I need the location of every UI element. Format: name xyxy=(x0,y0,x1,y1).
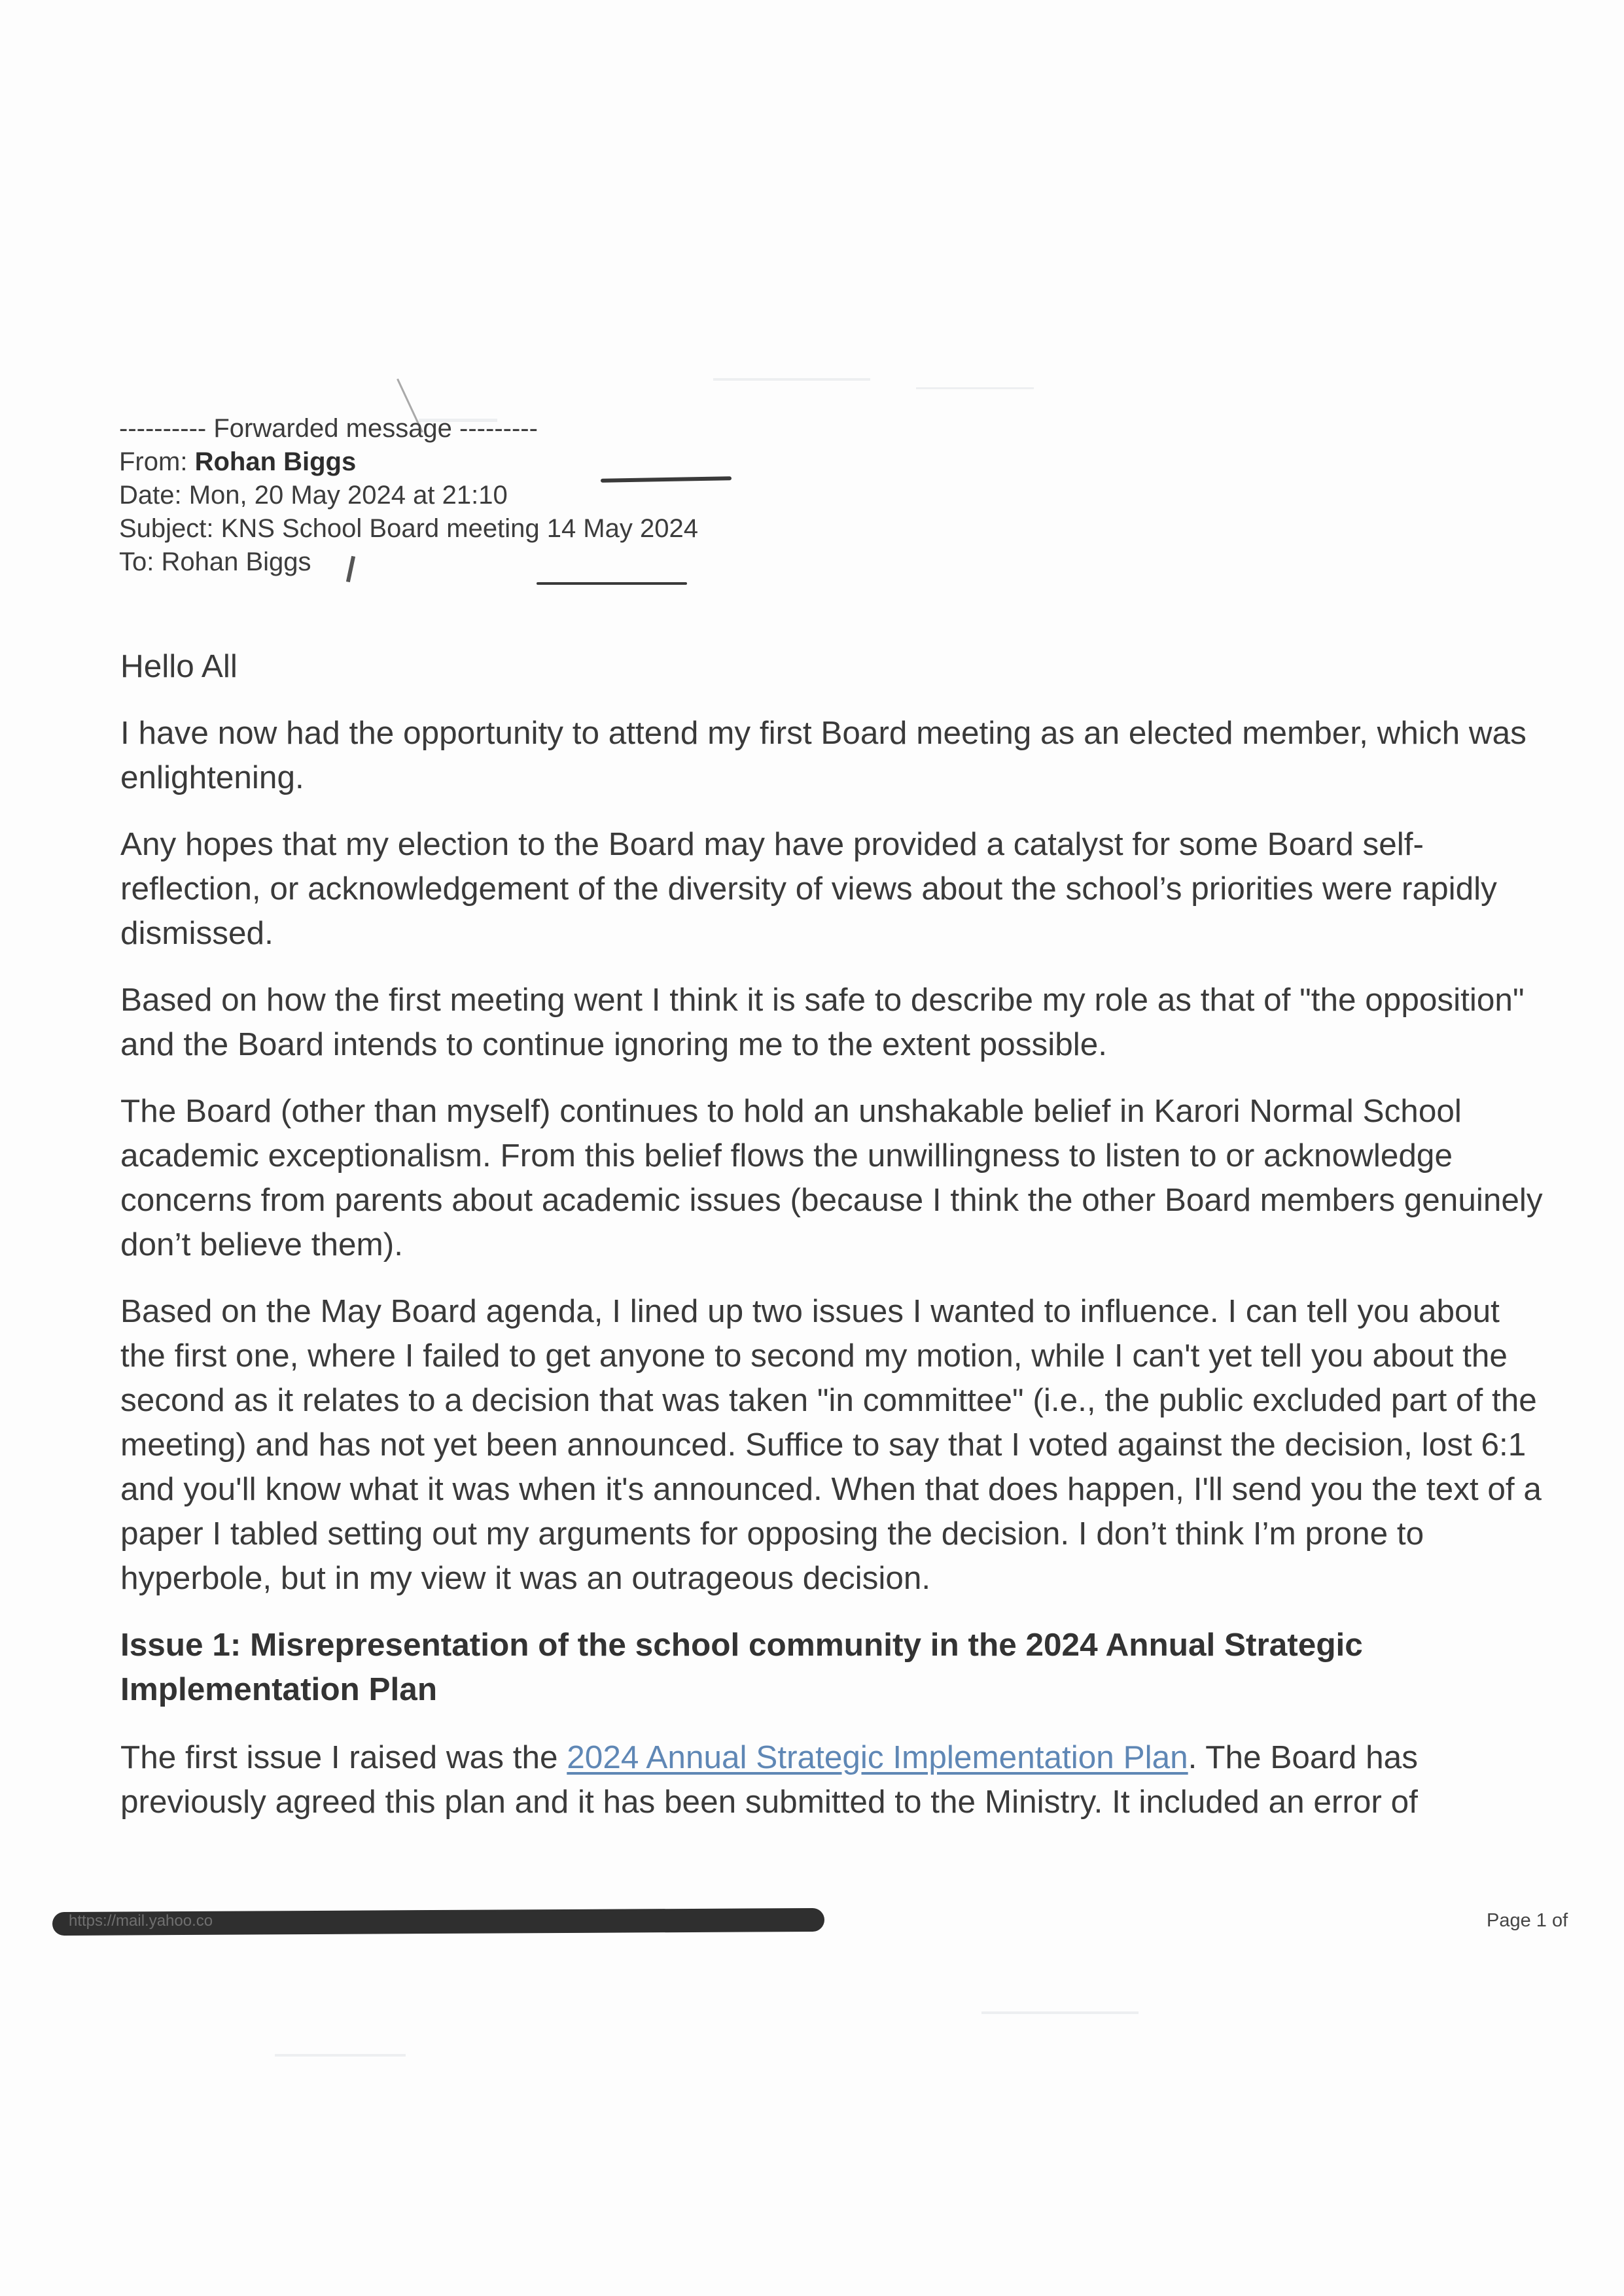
paragraph-3: Based on how the first meeting went I think it is safe to describe my role as that of "the opposition" and the Board intends to continue ignoring me to the extent possible. xyxy=(120,982,1525,1062)
plan-link[interactable]: 2024 Annual Strategic Implementation Plan xyxy=(567,1739,1188,1775)
paragraph-4: The Board (other than myself) continues to hold an unshakable belief in Karori Normal School academic exceptionalism. From this belief flows the unwillingness to listen to or acknowledge concerns from parents about academic issues (because I think the other Board members genuinely don’t believe them). xyxy=(120,1093,1543,1262)
page-number: Page 1 of xyxy=(1487,1910,1568,1931)
from-name: Rohan Biggs xyxy=(194,447,357,476)
greeting: Hello All xyxy=(120,648,238,684)
email-body xyxy=(120,644,1547,1847)
to-line: To: Rohan Biggs xyxy=(119,548,311,576)
paragraph-5: Based on the May Board agenda, I lined up two issues I wanted to influence. I can tell you about the first one, where I failed to get anyone to second my motion, while I can't yet tell you about the second as it relates to a decision that was taken "in committee" (i.e., the public excluded part of the meeting) and has not yet been announced. Suffice to say that I voted against the decision, lost 6:1 and you'll know what it was when it's announced. When that does happen, I'll send you the text of a paper I tabled setting out my arguments for opposing the decision. I don’t think I’m prone to hyperbole, but in my view it was an outrageous decision. xyxy=(120,1293,1542,1596)
issue-heading: Issue 1: Misrepresentation of the school community in the 2024 Annual Strategic Implementation Plan xyxy=(120,1627,1363,1707)
date-line: Date: Mon, 20 May 2024 at 21:10 xyxy=(119,481,508,510)
subject-line: Subject: KNS School Board meeting 14 May 2024 xyxy=(119,514,698,543)
redaction-mark xyxy=(537,582,687,585)
paragraph-6-tail: . The Board has previously agreed this plan and it has been submitted to the Ministry. It included an error of xyxy=(120,1739,1418,1820)
from-line xyxy=(119,445,839,479)
from-label: From: xyxy=(119,447,188,476)
paragraph-2: Any hopes that my election to the Board may have provided a catalyst for some Board self-reflection, or acknowledgement of the diversity of views about the school’s priorities were rapidly dismissed. xyxy=(120,826,1497,951)
paragraph-1: I have now had the opportunity to attend my first Board meeting as an elected member, which was enlightening. xyxy=(120,715,1527,795)
paragraph-6 xyxy=(120,1735,1547,1824)
email-header xyxy=(119,412,839,579)
footer-url: https://mail.yahoo.co xyxy=(69,1912,213,1930)
forward-banner: ---------- Forwarded message --------- xyxy=(119,414,538,443)
paragraph-6-lead: The first issue I raised was the xyxy=(120,1739,567,1775)
